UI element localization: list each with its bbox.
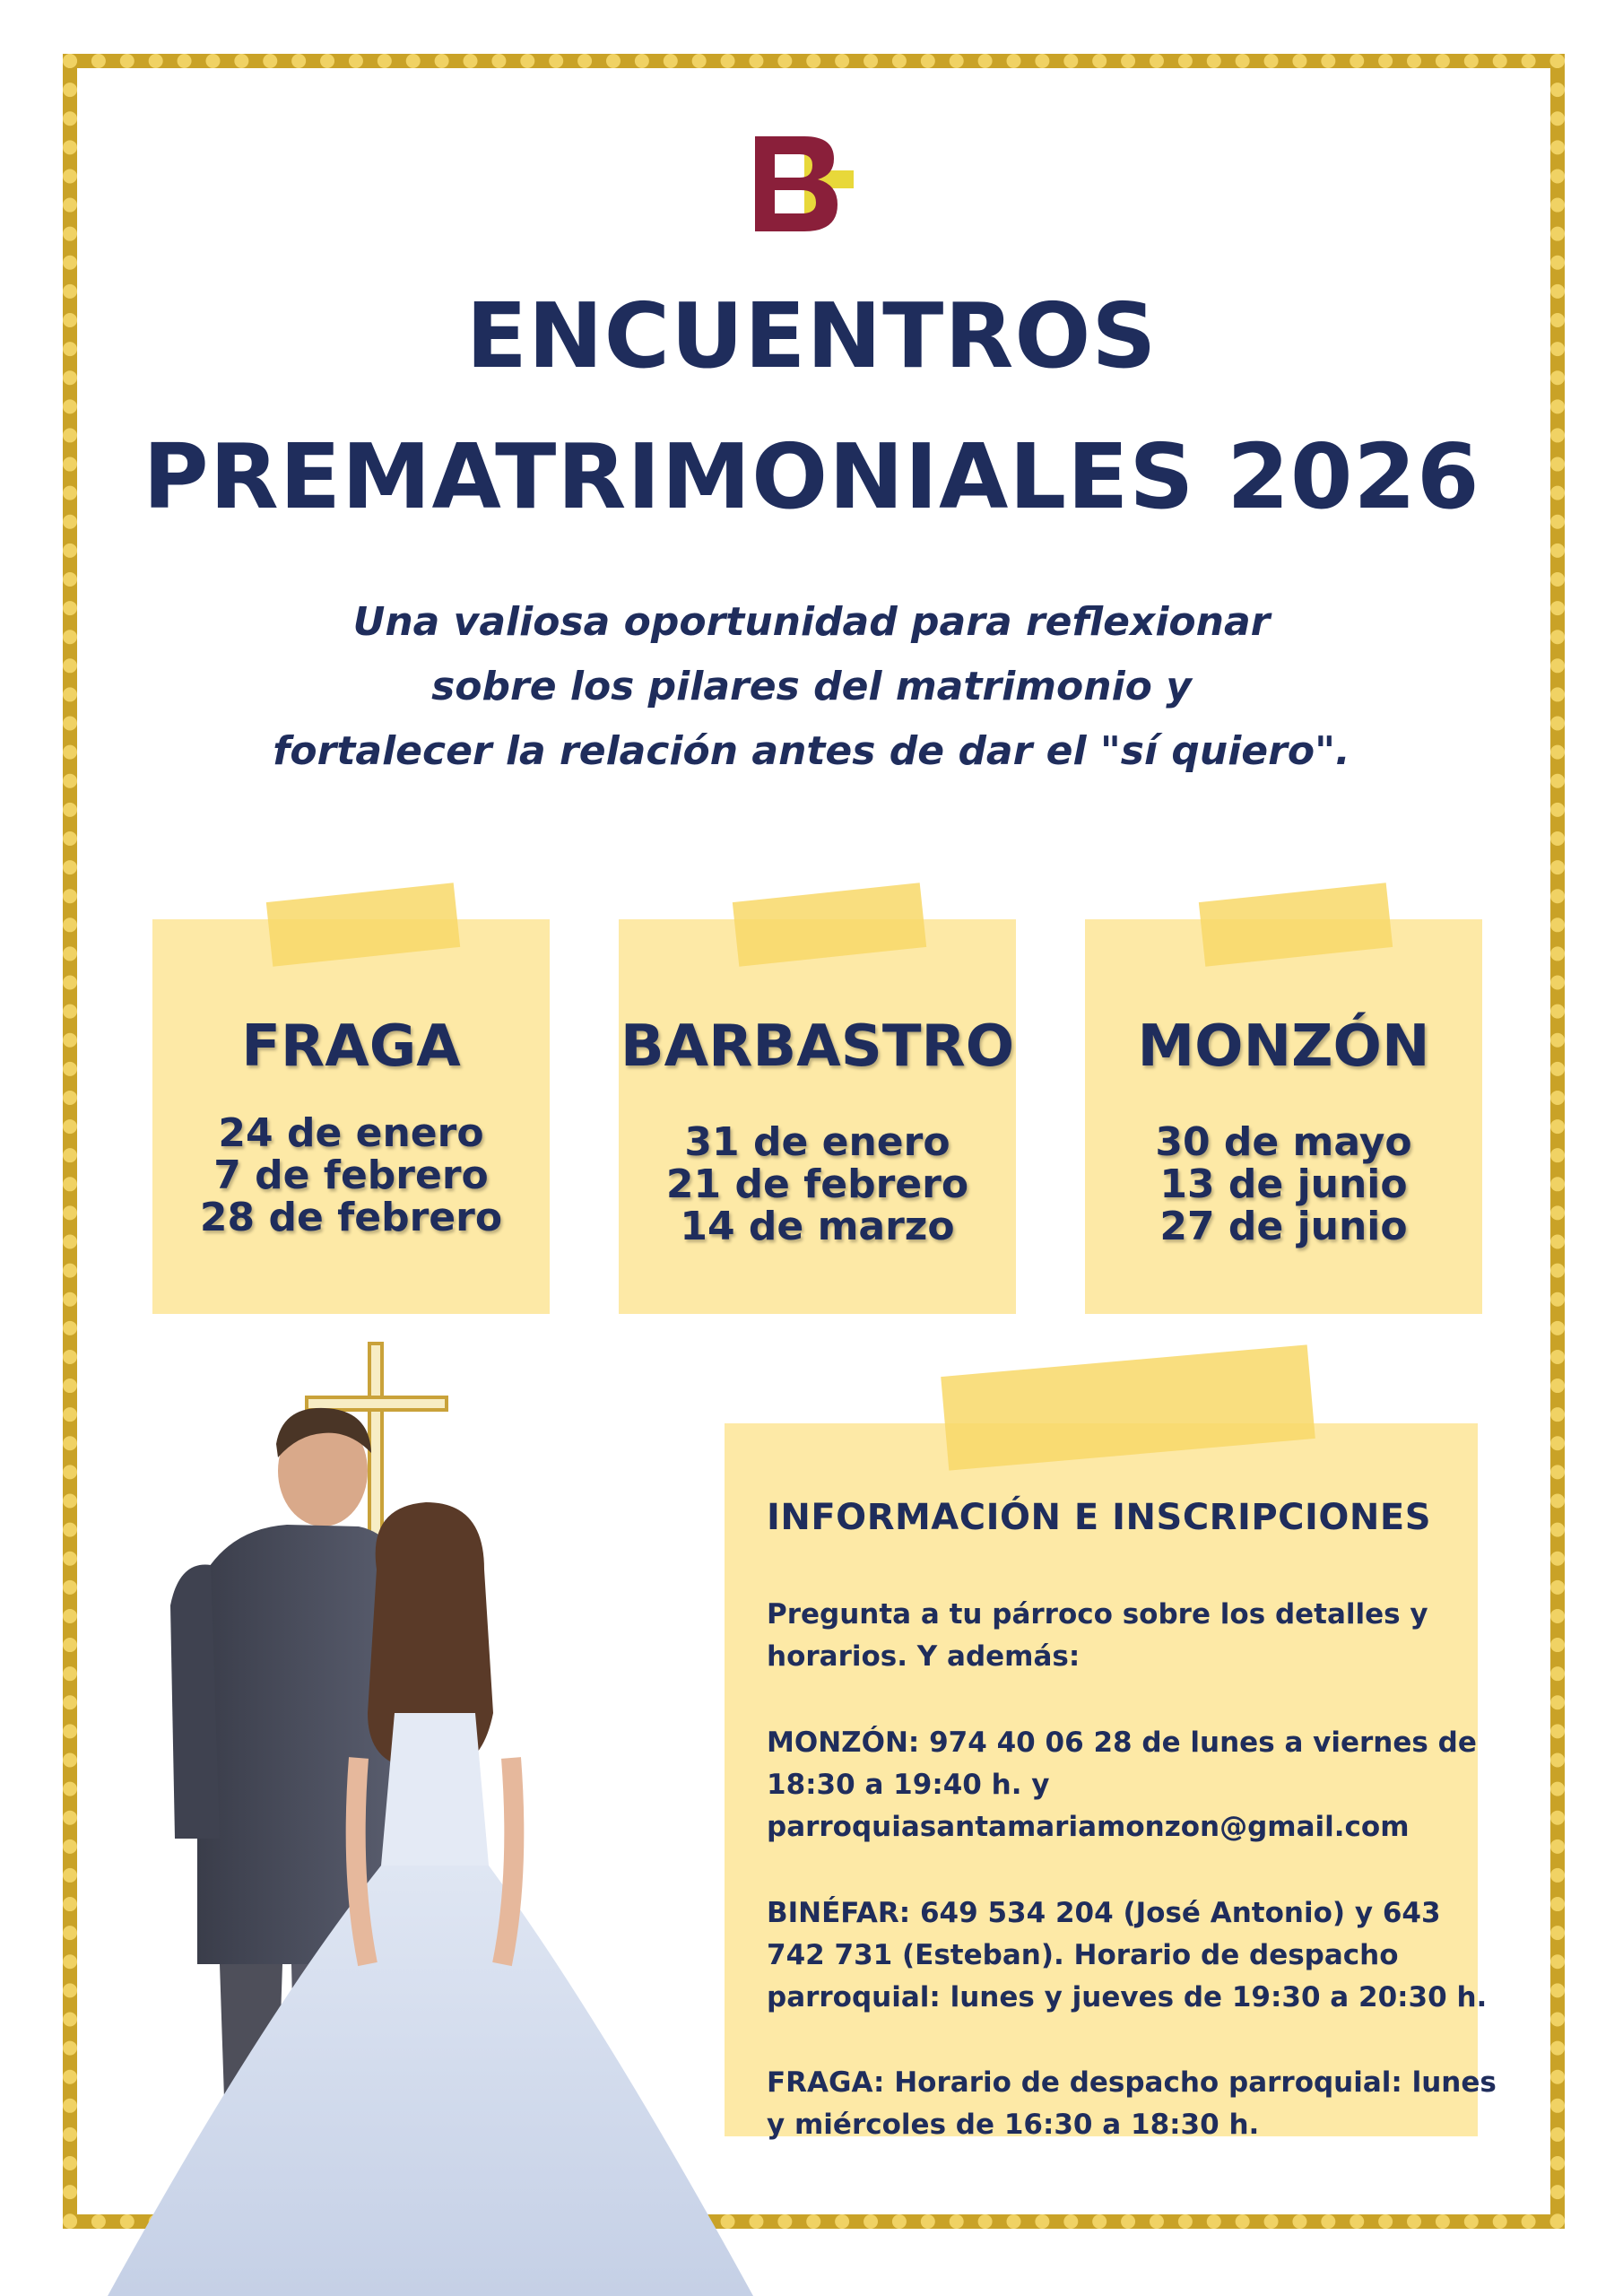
info-line: parroquial: lunes y jueves de 19:30 a 20:30 h.	[767, 1981, 1488, 2013]
location-dates	[152, 1112, 550, 1239]
location-dates	[1085, 1121, 1482, 1248]
subtitle-line-3: fortalecer la relación antes de dar el "sí quiero".	[273, 728, 1350, 774]
info-line: horarios. Y además:	[767, 1640, 1081, 1673]
diocese-logo-icon	[755, 135, 872, 233]
location-card-fraga	[152, 919, 550, 1314]
info-line: FRAGA: Horario de despacho parroquial: lunes	[767, 2066, 1497, 2099]
location-dates	[619, 1121, 1016, 1248]
location-city: MONZÓN	[1137, 1013, 1430, 1080]
info-line: 18:30 a 19:40 h. y	[767, 1769, 1050, 1801]
info-line: 742 731 (Esteban). Horario de despacho	[767, 1939, 1399, 1971]
location-date: 7 de febrero	[213, 1152, 489, 1198]
info-line: y miércoles de 16:30 a 18:30 h.	[767, 2109, 1260, 2141]
info-paragraph-binefar	[767, 1892, 1488, 2019]
location-date: 28 de febrero	[199, 1195, 503, 1240]
location-card-monzon	[1085, 919, 1482, 1314]
info-line: MONZÓN: 974 40 06 28 de lunes a viernes de	[767, 1726, 1477, 1759]
title-line-1: ENCUENTROS	[465, 283, 1158, 388]
email-link[interactable]: parroquiasantamariamonzon@gmail.com	[767, 1811, 1410, 1843]
wedding-couple-with-cross-illustration	[63, 1336, 762, 2296]
info-line: Pregunta a tu párroco sobre los detalles y	[767, 1598, 1428, 1631]
location-date: 30 de mayo	[1155, 1119, 1412, 1165]
info-paragraph-general	[767, 1594, 1466, 1678]
location-date: 24 de enero	[218, 1110, 484, 1156]
subtitle-line-2: sobre los pilares del matrimonio y	[431, 664, 1192, 709]
location-date: 27 de junio	[1159, 1204, 1408, 1249]
location-date: 31 de enero	[684, 1119, 950, 1165]
location-card-barbastro	[619, 919, 1016, 1314]
info-card	[725, 1423, 1497, 2141]
location-date: 14 de marzo	[680, 1204, 955, 1249]
location-city: BARBASTRO	[620, 1013, 1015, 1080]
info-title: INFORMACIÓN E INSCRIPCIONES	[767, 1497, 1432, 1538]
subtitle-line-1: Una valiosa oportunidad para reflexionar	[352, 599, 1271, 645]
location-city: FRAGA	[241, 1013, 461, 1080]
location-date: 13 de junio	[1159, 1161, 1408, 1207]
info-paragraph-monzon	[767, 1722, 1477, 1848]
info-paragraph-fraga	[767, 2062, 1497, 2146]
title-line-2: PREMATRIMONIALES 2026	[143, 424, 1480, 529]
info-line: BINÉFAR: 649 534 204 (José Antonio) y 643	[767, 1897, 1441, 1929]
location-date: 21 de febrero	[665, 1161, 969, 1207]
